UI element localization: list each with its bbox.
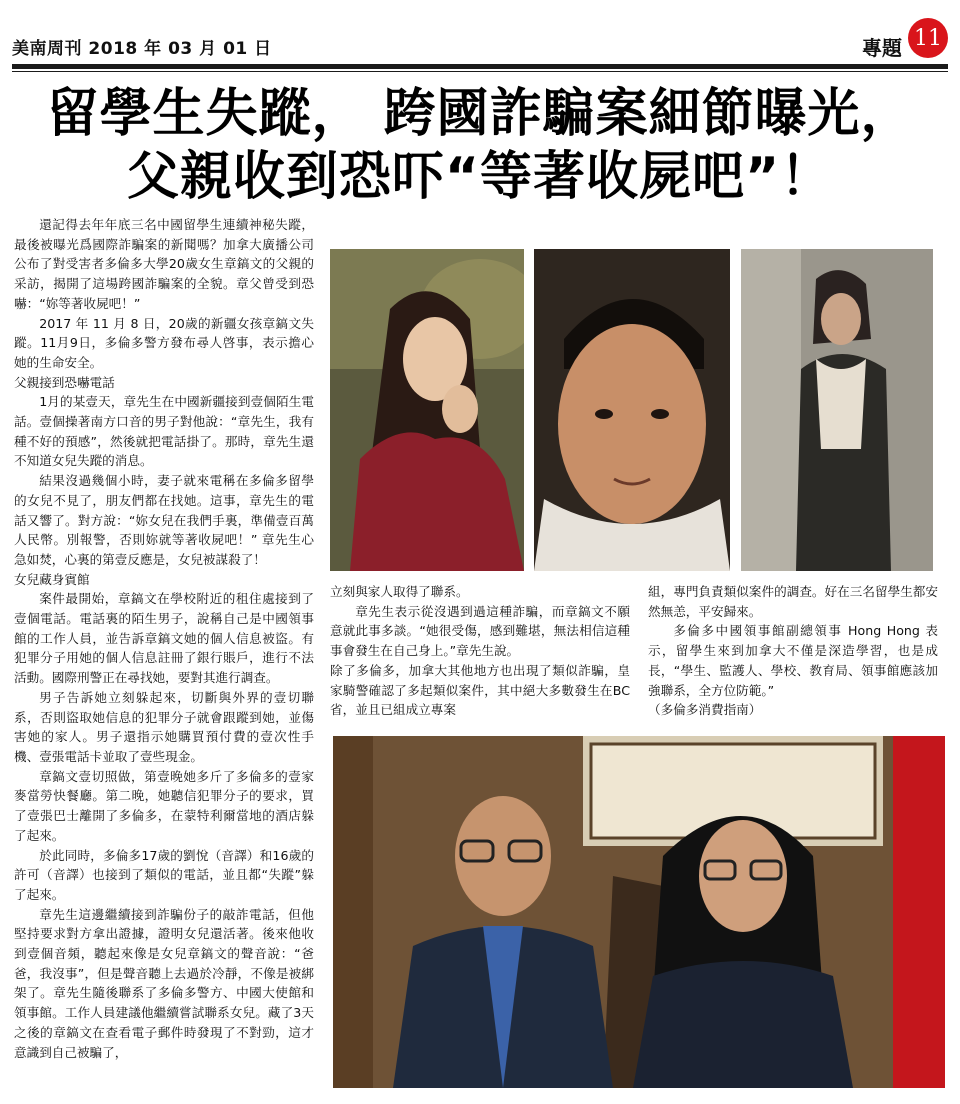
article-column-left [14, 215, 314, 1062]
paragraph: 章先生這邊繼續接到詐騙份子的敲詐電話，但他堅持要求對方拿出證據，證明女兒還活著。後來他收到壹個音頻，聽起來像是女兒章鎬文的聲音說：“爸爸，我沒事”，但是聲音聽上去過於冷靜，不像是被綁架了。章先生隨後聯系了多倫多警方、中國大使館和領事館。工作人員建議他繼續嘗試聯系女兒。藏了3天之後的章鎬文在查看電子郵件時發現了不對勁，這才意識到自己被騙了， [14, 906, 314, 1060]
paragraph: 章先生表示從沒遇到過這種詐騙，而章鎬文不願意就此事多談。“她很受傷，感到難堪，無法相信這種事會發生在自己身上。”章先生說。 [330, 603, 630, 659]
article-column-middle [330, 582, 630, 720]
paragraph: 1月的某壹天，章先生在中國新疆接到壹個陌生電話。壹個操著南方口音的男子對他說：“章先生，我有種不好的預感”，然後就把電話掛了。那時，章先生還不知道女兒失蹤的消息。 [14, 394, 314, 469]
photo-young-man [534, 249, 730, 571]
photo-parents-interview [333, 736, 945, 1088]
section-label: 專題 [862, 36, 902, 60]
publication-date-line: 美南周刊 2018 年 03 月 01 日 [12, 39, 272, 59]
photo-woman-surveillance [741, 249, 933, 571]
page-number-badge: 11 [908, 18, 948, 58]
paragraph: 於此同時，多倫多17歲的劉悅（音譯）和16歲的許可（音譯）也接到了類似的電話，並且都“失蹤”躲了起來。 [14, 847, 314, 902]
masthead [12, 18, 948, 62]
subheading: 女兒藏身賓館 [14, 571, 90, 587]
photo-woman-red-sweater [330, 249, 524, 571]
paragraph: 還記得去年年底三名中國留學生連續神秘失蹤，最後被曝光爲國際詐騙案的新聞嗎？加拿大廣播公司公布了對受害者多倫多大學20歲女生章鎬文的父親的采訪，揭開了這場跨國詐騙案的全貌。章父曾受到恐嚇：“妳等著收屍吧！” [14, 217, 314, 311]
paragraph: 立刻與家人取得了聯系。 [330, 584, 469, 599]
masthead-rule-thin [12, 71, 948, 72]
source-credit: （多倫多消費指南） [648, 702, 762, 718]
paragraph: 章鎬文壹切照做，第壹晚她多斤了多倫多的壹家麥當勞快餐廳。第二晚，她聽信犯罪分子的要求，買了壹張巴士離開了多倫多，在蒙特利爾當地的酒店躲了起來。 [14, 768, 314, 843]
headline [12, 82, 948, 208]
masthead-rule [12, 64, 948, 69]
subheading: 父親接到恐嚇電話 [14, 374, 115, 390]
paragraph: 結果沒過幾個小時，妻子就來電稱在多倫多留學的女兒不見了，朋友們都在找她。這事，章先生的電話又響了。對方說：“妳女兒在我們手裏，準備壹百萬人民幣。別報警，否則妳就等著收屍吧！” 章先生心急如焚，心裏的第壹反應是，女兒被謀殺了！ [14, 473, 314, 567]
paragraph: 2017 年 11 月 8 日，20歲的新疆女孩章鎬文失蹤。11月9日，多倫多警方發布尋人啓事，表示擔心她的生命安全。 [14, 315, 314, 370]
paragraph: 組，專門負責類似案件的調查。好在三名留學生都安然無恙，平安歸來。 [648, 584, 938, 619]
headline-line-1: 留學生失蹤， 跨國詐騙案細節曝光， [46, 84, 914, 144]
paragraph: 案件最開始，章鎬文在學校附近的租住處接到了壹個電話。電話裏的陌生男子，說稱自己是中國領事館的工作人員，並告訴章鎬文她的個人信息被盜。有犯罪分子用她的個人信息註冊了銀行賬戶，進行不法活動。國際刑警正在尋找她，要對其進行調查。 [14, 591, 314, 686]
paragraph: 多倫多中國領事館副總領事 Hong Hong 表示，留學生來到加拿大不僅是深造學習，也是成長，“學生、監護人、學校、教育局、領事館應該加強聯系，全方位防範。” [648, 623, 938, 698]
paragraph: 男子告訴她立刻躲起來，切斷與外界的壹切聯系，否則盜取她信息的犯罪分子就會跟蹤到她，並傷害她的家人。男子還指示她購買預付費的壹次性手機、壹張電話卡並取了壹些現金。 [14, 689, 314, 764]
headline-line-2: 父親收到恐吓“等著收屍吧”！ [126, 147, 834, 207]
paragraph: 除了多倫多，加拿大其他地方也出現了類似詐騙，皇家騎警確認了多起類似案件，其中絕大多數發生在BC省，並且已組成立專案 [330, 662, 630, 718]
article-column-right [648, 582, 938, 720]
